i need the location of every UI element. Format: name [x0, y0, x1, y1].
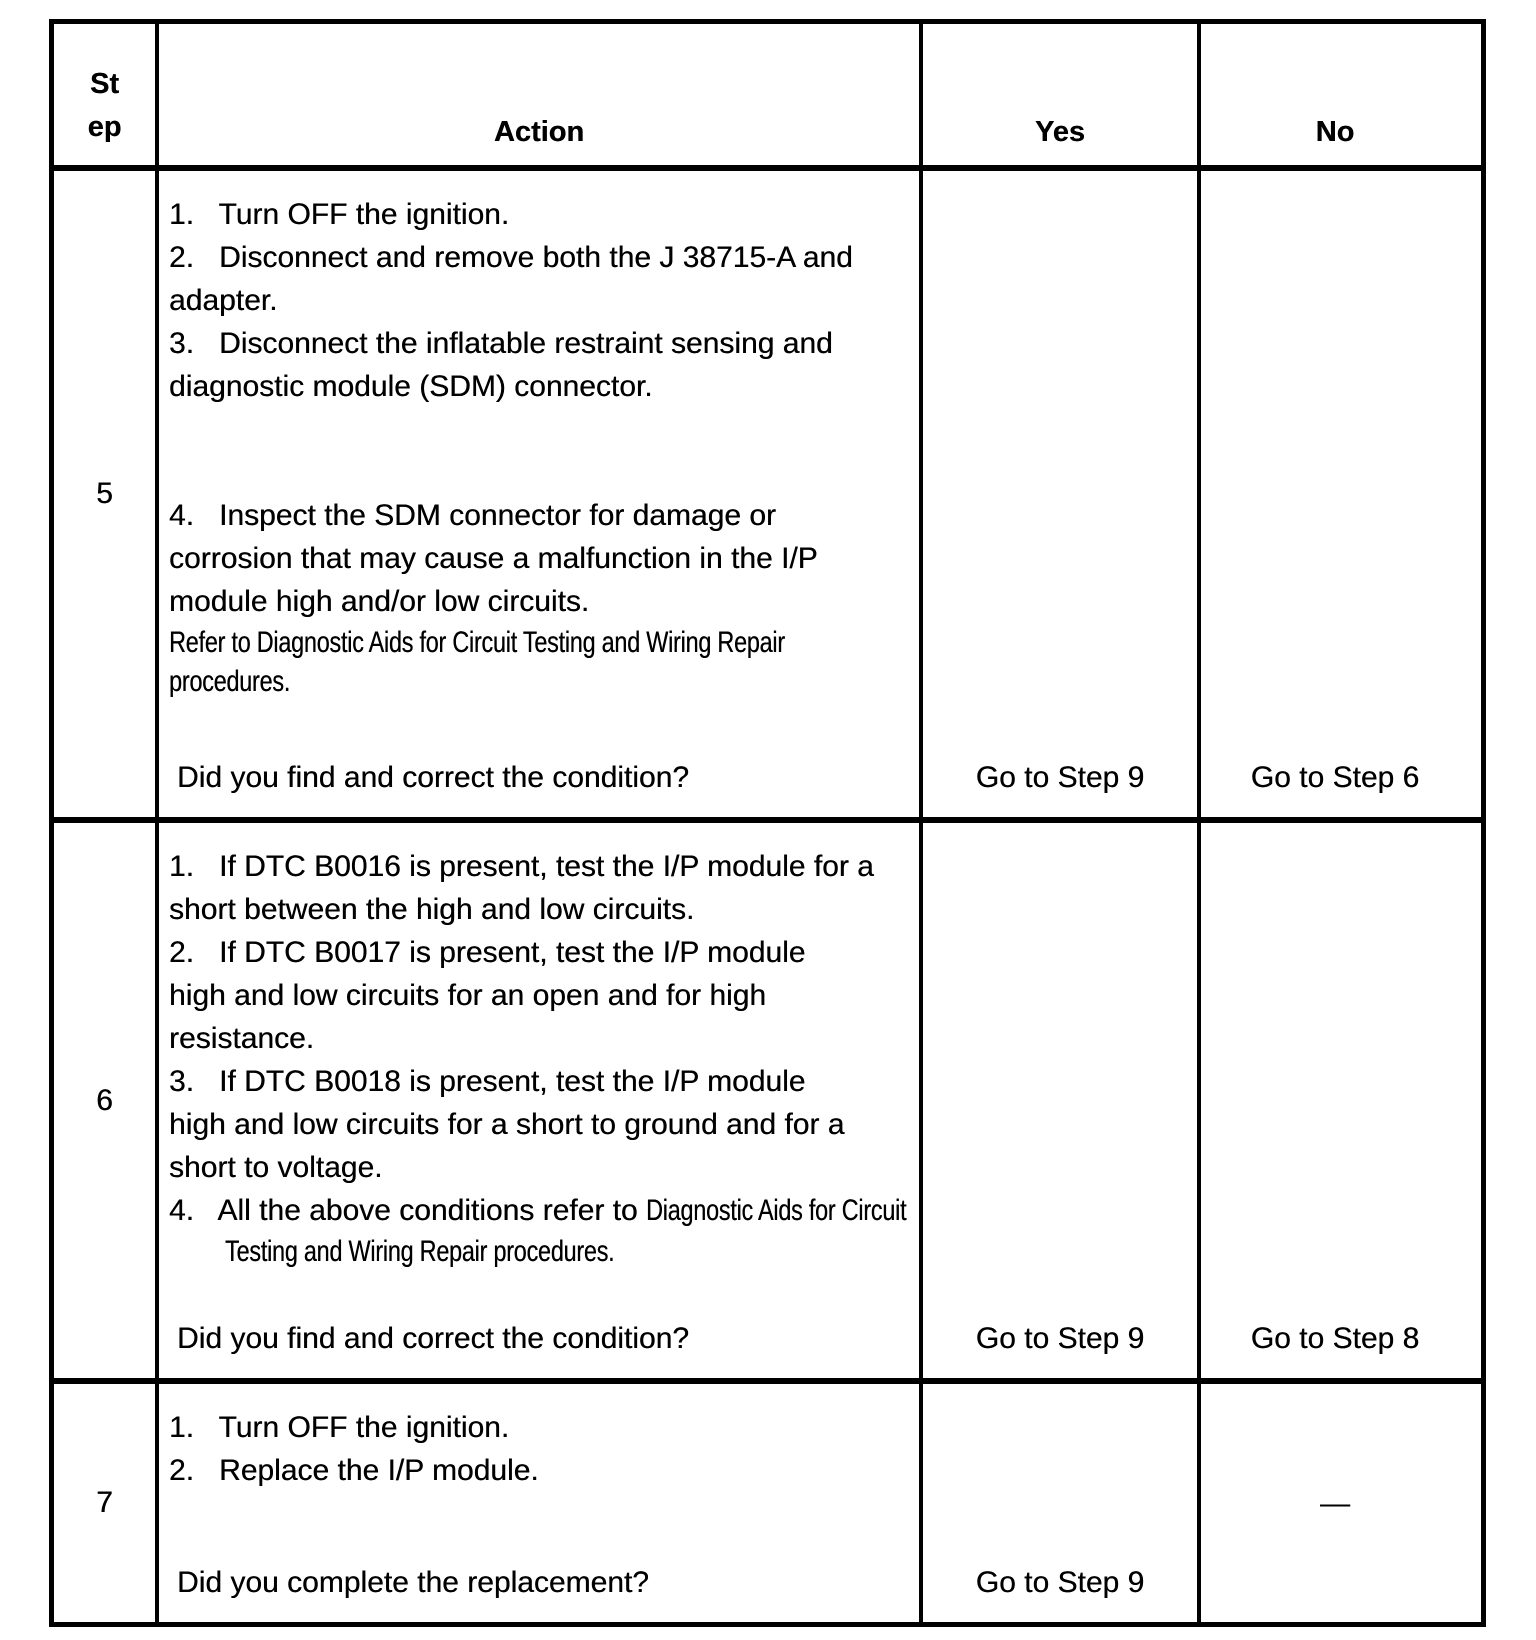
- yes-text: Go to Step 9: [975, 1322, 1145, 1355]
- header-action: [155, 24, 919, 165]
- step-number: 5: [96, 477, 113, 510]
- header-action-label: Action: [493, 116, 585, 148]
- body-text: short between the high and low circuits.: [169, 893, 695, 926]
- header-no-label: No: [1315, 116, 1355, 148]
- body-text: 2. Disconnect and remove both the J 38715-A and: [169, 241, 853, 274]
- action-line: [169, 494, 913, 537]
- body-text: 2. If DTC B0017 is present, test the I/P module: [169, 936, 806, 969]
- action-line: [169, 1060, 913, 1103]
- condensed-text: Diagnostic Aids for Circuit: [645, 1194, 907, 1227]
- action-line: [225, 1232, 913, 1271]
- header-yes-label: Yes: [1035, 116, 1085, 148]
- action-line: [169, 1406, 913, 1449]
- yes-text: Go to Step 9: [975, 761, 1145, 794]
- step-number: 6: [96, 1083, 113, 1117]
- body-text: 1. If DTC B0016 is present, test the I/P module for a: [169, 850, 874, 883]
- body-text: 4. Inspect the SDM connector for damage or: [169, 499, 776, 532]
- step-cell: [54, 171, 155, 817]
- action-line: [169, 845, 913, 888]
- action-line: [169, 623, 913, 662]
- action-line: [169, 974, 913, 1017]
- question-text: Did you complete the replacement?: [177, 1566, 649, 1599]
- step-cell: [54, 823, 155, 1378]
- table-header-row: [54, 24, 1481, 165]
- action-line: [169, 580, 913, 623]
- body-text: 1. Turn OFF the ignition.: [169, 198, 510, 231]
- header-step-line2: ep: [87, 111, 122, 143]
- body-text: corrosion that may cause a malfunction in the I/P: [169, 542, 818, 575]
- condensed-text: procedures.: [169, 665, 290, 698]
- table-row-step-7: [54, 1378, 1481, 1622]
- action-line: [169, 365, 913, 408]
- action-lines: [169, 1406, 913, 1492]
- body-text: 4. All the above conditions refer to: [169, 1194, 646, 1227]
- action-lines: [169, 193, 913, 701]
- body-text: resistance.: [169, 1022, 315, 1055]
- no-cell: [1197, 171, 1469, 817]
- header-step: [54, 24, 155, 165]
- action-cell: [155, 1384, 919, 1622]
- body-text: short to voltage.: [169, 1151, 383, 1184]
- body-text: module high and/or low circuits.: [169, 585, 590, 618]
- action-line: [169, 408, 913, 451]
- header-step-line1: St: [90, 68, 119, 100]
- action-lines: [169, 845, 913, 1271]
- action-line: [169, 537, 913, 580]
- body-text: 3. Disconnect the inflatable restraint sensing and: [169, 327, 833, 360]
- body-text: high and low circuits for a short to ground and for a: [169, 1108, 845, 1141]
- step-cell: [54, 1384, 155, 1622]
- body-text: 2. Replace the I/P module.: [169, 1454, 539, 1487]
- table-row-step-5: [54, 165, 1481, 817]
- action-line: [169, 451, 913, 494]
- header-step-label: [88, 63, 122, 149]
- action-cell: [155, 171, 919, 817]
- body-text: high and low circuits for an open and for high: [169, 979, 767, 1012]
- action-line: [169, 1017, 913, 1060]
- table-row-step-6: [54, 817, 1481, 1378]
- action-line: [169, 662, 913, 701]
- action-line: [169, 888, 913, 931]
- action-line: [169, 1449, 913, 1492]
- body-text: adapter.: [169, 284, 278, 317]
- diagnostic-table: [49, 19, 1486, 1627]
- yes-text: Go to Step 9: [975, 1566, 1145, 1599]
- body-text: 3. If DTC B0018 is present, test the I/P module: [169, 1065, 806, 1098]
- condensed-text: Refer to Diagnostic Aids for Circuit Testing and Wiring Repair: [169, 626, 785, 659]
- action-line: [169, 1189, 913, 1232]
- question-text: Did you find and correct the condition?: [177, 1322, 689, 1355]
- action-line: [169, 279, 913, 322]
- yes-cell: [919, 823, 1197, 1378]
- body-text: diagnostic module (SDM) connector.: [169, 370, 653, 403]
- action-line: [169, 236, 913, 279]
- action-line: [169, 1146, 913, 1189]
- body-text: 1. Turn OFF the ignition.: [169, 1411, 510, 1444]
- action-cell: [155, 823, 919, 1378]
- header-no: [1197, 24, 1469, 165]
- no-cell: [1197, 823, 1469, 1378]
- question-text: Did you find and correct the condition?: [177, 761, 689, 794]
- header-yes: [919, 24, 1197, 165]
- no-text: Go to Step 6: [1250, 761, 1420, 794]
- yes-cell: [919, 171, 1197, 817]
- no-text: —: [1320, 1486, 1350, 1520]
- action-line: [169, 1103, 913, 1146]
- table-body: [54, 165, 1481, 1622]
- action-line: [169, 931, 913, 974]
- yes-cell: [919, 1384, 1197, 1622]
- no-cell: [1197, 1384, 1469, 1622]
- step-number: 7: [96, 1486, 113, 1519]
- no-text: Go to Step 8: [1250, 1322, 1420, 1355]
- condensed-text: Testing and Wiring Repair procedures.: [225, 1235, 615, 1268]
- action-line: [169, 322, 913, 365]
- action-line: [169, 193, 913, 236]
